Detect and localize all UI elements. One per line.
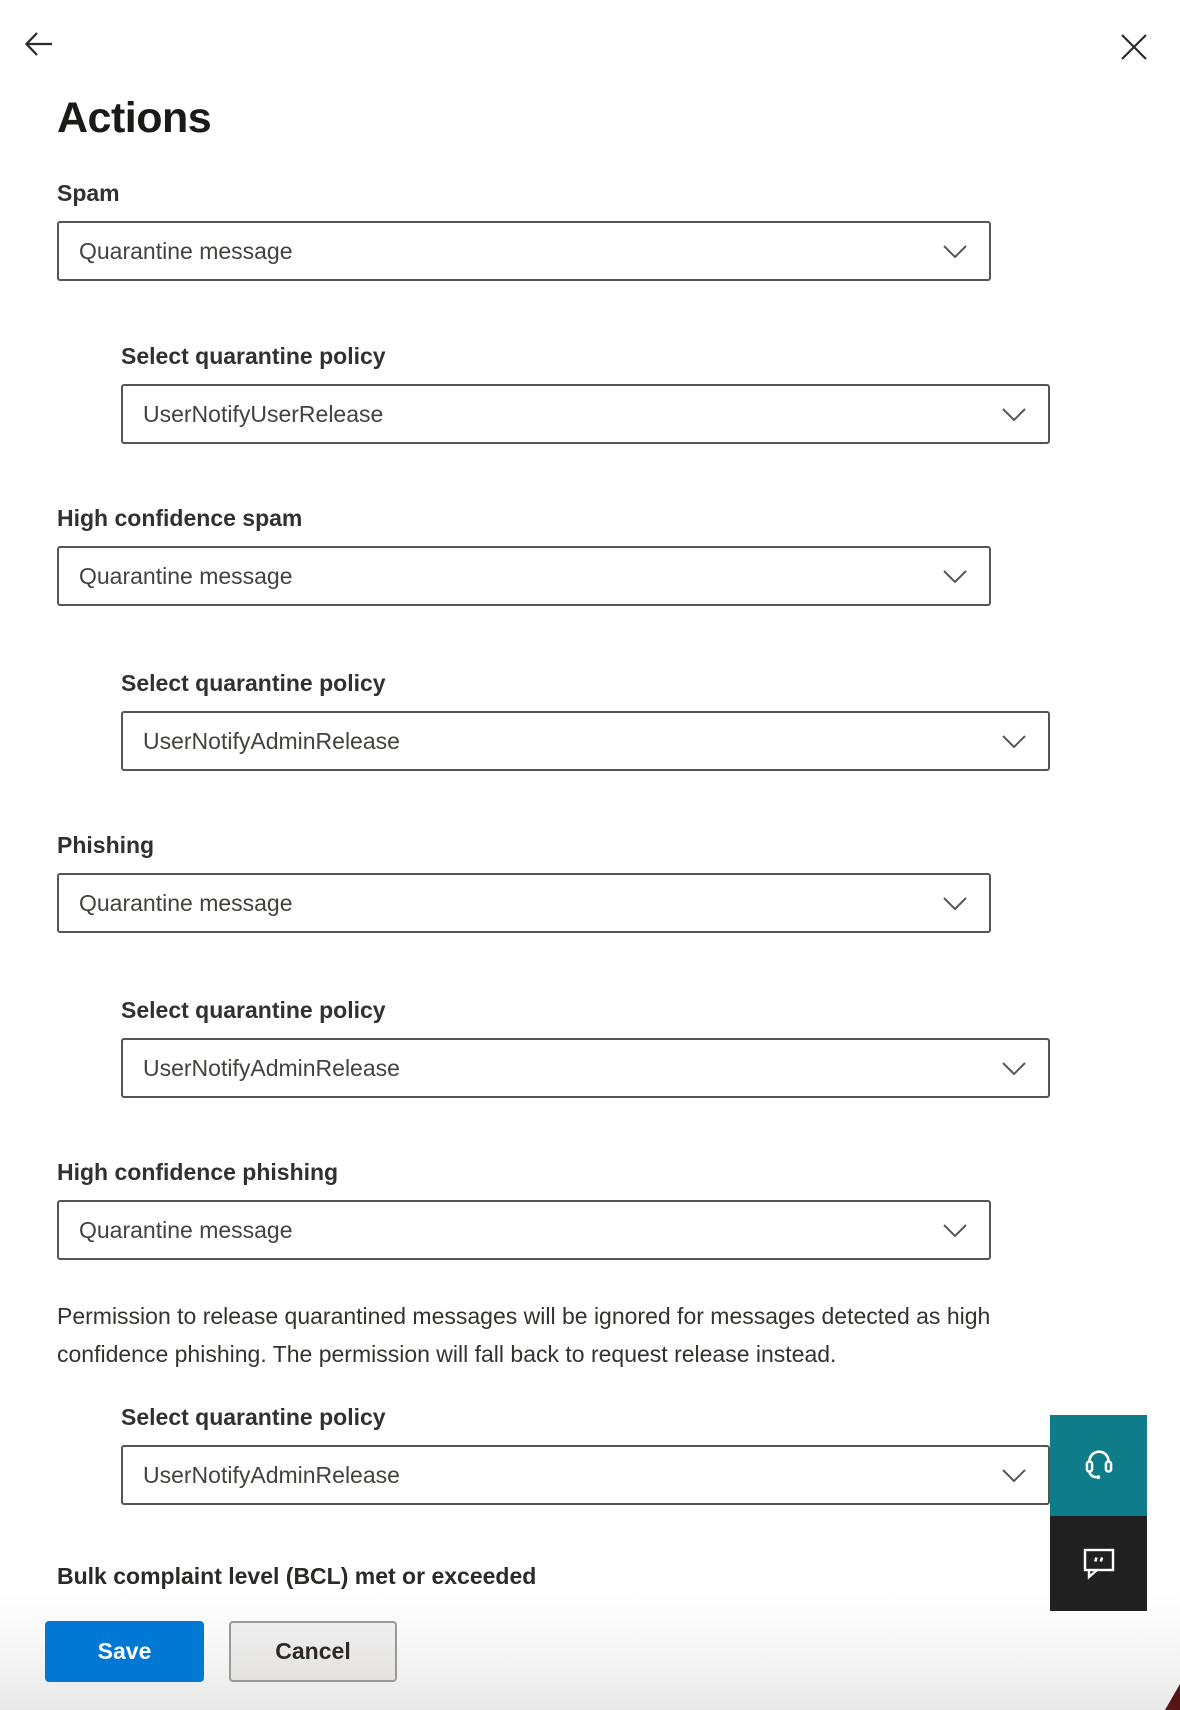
hcs-quarantine-policy-combobox[interactable] xyxy=(121,711,1050,771)
high-confidence-spam-section xyxy=(57,505,991,606)
quarantine-policy-label: Select quarantine policy xyxy=(121,343,386,369)
cursor-artifact xyxy=(1165,1684,1180,1710)
chevron-down-icon xyxy=(1002,408,1026,421)
high-confidence-phishing-label: High confidence phishing xyxy=(57,1159,339,1185)
headset-icon xyxy=(1080,1445,1118,1486)
spam-quarantine-policy-section xyxy=(121,343,1050,444)
chevron-down-icon xyxy=(943,570,967,583)
spam-section xyxy=(57,180,991,281)
quarantine-policy-label: Select quarantine policy xyxy=(121,1404,386,1430)
back-button[interactable] xyxy=(18,23,62,67)
chat-icon xyxy=(1081,1544,1117,1583)
high-confidence-phishing-action-value: Quarantine message xyxy=(79,1217,293,1243)
footer-bar xyxy=(0,1592,1180,1710)
phishing-action-combobox[interactable] xyxy=(57,873,991,933)
high-confidence-phishing-section xyxy=(57,1159,991,1260)
hcs-quarantine-policy-section xyxy=(121,670,1050,771)
hcp-permission-note: Permission to release quarantined messages will be ignored for messages detected as high confidence phishing. The permission will fall back to request release instead. xyxy=(57,1303,991,1367)
phishing-quarantine-policy-combobox[interactable] xyxy=(121,1038,1050,1098)
chevron-down-icon xyxy=(943,1224,967,1237)
spam-quarantine-policy-value: UserNotifyUserRelease xyxy=(143,401,384,427)
high-confidence-spam-label: High confidence spam xyxy=(57,505,303,531)
phishing-action-value: Quarantine message xyxy=(79,890,293,916)
phishing-section xyxy=(57,832,991,933)
save-button[interactable]: Save xyxy=(45,1621,204,1682)
quarantine-policy-label: Select quarantine policy xyxy=(121,670,386,696)
close-icon xyxy=(1120,33,1148,64)
chevron-down-icon xyxy=(1002,1469,1026,1482)
back-arrow-icon xyxy=(23,29,57,62)
quarantine-policy-label: Select quarantine policy xyxy=(121,997,386,1023)
close-button[interactable] xyxy=(1112,26,1156,70)
spam-action-combobox[interactable] xyxy=(57,221,991,281)
spam-label: Spam xyxy=(57,180,120,206)
phishing-quarantine-policy-section xyxy=(121,997,1050,1098)
chevron-down-icon xyxy=(1002,1062,1026,1075)
phishing-label: Phishing xyxy=(57,832,155,858)
spam-action-value: Quarantine message xyxy=(79,238,293,264)
help-button[interactable] xyxy=(1050,1415,1147,1516)
hcp-quarantine-policy-value: UserNotifyAdminRelease xyxy=(143,1462,400,1488)
chevron-down-icon xyxy=(943,245,967,258)
feedback-button[interactable] xyxy=(1050,1516,1147,1611)
chevron-down-icon xyxy=(1002,735,1026,748)
cancel-button[interactable]: Cancel xyxy=(229,1621,397,1682)
high-confidence-phishing-action-combobox[interactable] xyxy=(57,1200,991,1260)
high-confidence-spam-action-value: Quarantine message xyxy=(79,563,293,589)
bcl-section-label: Bulk complaint level (BCL) met or exceeded xyxy=(57,1563,537,1589)
hcp-quarantine-policy-combobox[interactable] xyxy=(121,1445,1050,1505)
page-title: Actions xyxy=(57,94,212,142)
spam-quarantine-policy-combobox[interactable] xyxy=(121,384,1050,444)
chevron-down-icon xyxy=(943,897,967,910)
hcs-quarantine-policy-value: UserNotifyAdminRelease xyxy=(143,728,400,754)
hcp-quarantine-policy-section xyxy=(121,1404,1050,1505)
high-confidence-spam-action-combobox[interactable] xyxy=(57,546,991,606)
phishing-quarantine-policy-value: UserNotifyAdminRelease xyxy=(143,1055,400,1081)
